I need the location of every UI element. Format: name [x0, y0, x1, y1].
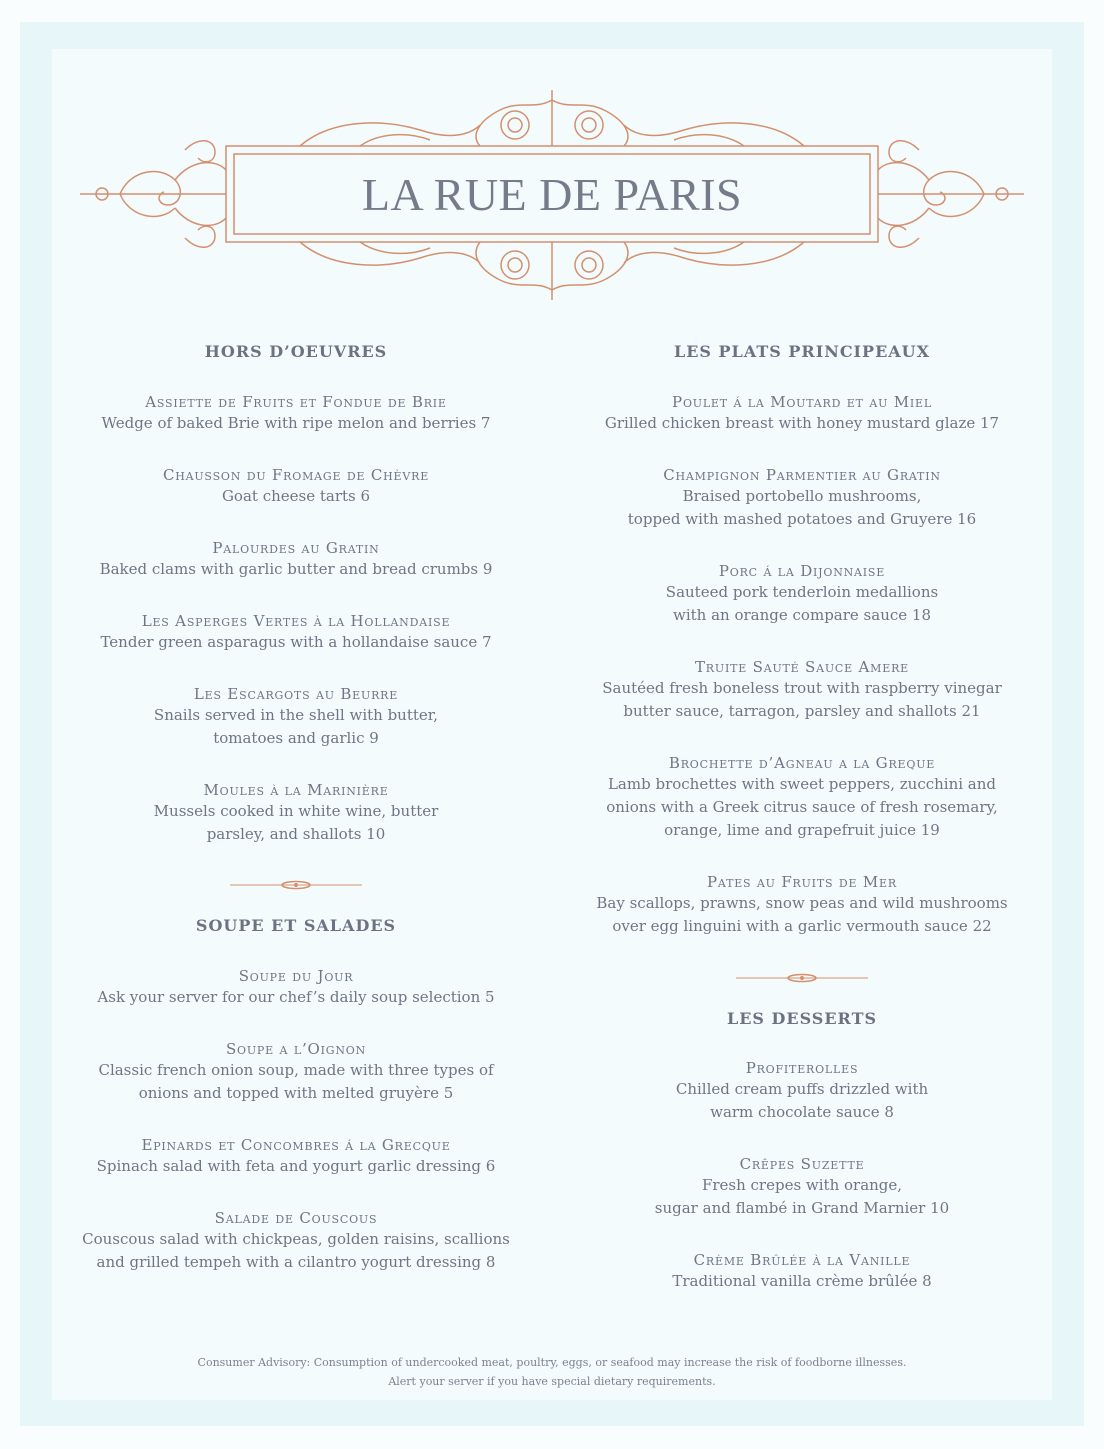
menu-item — [76, 1039, 516, 1105]
menu-item-desc: Braised portobello mushrooms, — [682, 487, 922, 505]
section-heading-hors-doeuvres: HORS D’OEUVRES — [204, 342, 388, 361]
menu-item-name: Soupe du Jour — [238, 967, 354, 985]
menu-item-desc: Lamb brochettes with sweet peppers, zucchini and — [607, 775, 997, 793]
menu-item — [582, 465, 1022, 531]
menu-item-name: Salade de Couscous — [214, 1209, 378, 1227]
menu-item-desc: Ask your server for our chef’s daily soup selection 5 — [97, 988, 495, 1006]
menu-item-name: Truite Sauté Sauce Amere — [694, 658, 909, 676]
menu-item-desc: Chilled cream puffs drizzled with — [675, 1080, 929, 1098]
menu-item — [582, 561, 1022, 627]
menu-item-desc: Snails served in the shell with butter, — [153, 706, 439, 724]
menu-item-name: Epinards et Concombres á la Grecque — [141, 1136, 451, 1154]
menu-item — [76, 780, 516, 846]
menu-item-desc: orange, lime and grapefruit juice 19 — [664, 821, 940, 839]
section-heading-soupe-et-salades: SOUPE ET SALADES — [195, 916, 397, 935]
menu-item — [582, 1154, 1022, 1220]
ornament-divider — [732, 973, 872, 983]
consumer-advisory — [52, 1353, 1052, 1391]
menu-item — [582, 1058, 1022, 1124]
menu-item-desc: over egg linguini with a garlic vermouth sauce 22 — [612, 917, 992, 935]
menu-item-desc: Sautéed fresh boneless trout with raspberry vinegar — [602, 679, 1002, 697]
menu-item-desc: onions with a Greek citrus sauce of fresh rosemary, — [606, 798, 998, 816]
menu-item-desc: with an orange compare sauce 18 — [673, 606, 931, 624]
menu-item-name: Crème Brûlée à la Vanille — [693, 1251, 911, 1269]
menu-item-desc: Wedge of baked Brie with ripe melon and berries 7 — [101, 414, 491, 432]
menu-item-name: Chausson du Fromage de Chèvre — [162, 466, 430, 484]
menu-item — [582, 1250, 1022, 1293]
menu-item — [76, 538, 516, 581]
menu-item-desc: Baked clams with garlic butter and bread crumbs 9 — [99, 560, 493, 578]
menu-item-name: Brochette d’Agneau a la Greque — [668, 754, 936, 772]
ornament-divider — [226, 880, 366, 890]
menu-item — [76, 1135, 516, 1178]
menu-item-desc: Tender green asparagus with a hollandaise sauce 7 — [100, 633, 492, 651]
menu-item-name: Profiterolles — [745, 1059, 859, 1077]
menu-item-name: Poulet á la Moutard et au Miel — [672, 393, 932, 411]
menu-item-name: Crêpes Suzette — [739, 1155, 865, 1173]
menu-item — [76, 392, 516, 435]
restaurant-title: LA RUE DE PARIS — [361, 169, 743, 220]
menu-item — [582, 392, 1022, 435]
menu-item — [582, 657, 1022, 723]
menu-item-name: Champignon Parmentier au Gratin — [663, 466, 941, 484]
menu-item-desc: parsley, and shallots 10 — [206, 825, 386, 843]
menu-item-desc: onions and topped with melted gruyère 5 — [138, 1084, 454, 1102]
menu-item-desc: topped with mashed potatoes and Gruyere 16 — [627, 510, 977, 528]
menu-item-desc: Sauteed pork tenderloin medallions — [665, 583, 939, 601]
menu-item-desc: Mussels cooked in white wine, butter — [153, 802, 439, 820]
menu-item-desc: Traditional vanilla crème brûlée 8 — [672, 1272, 932, 1290]
menu-item-desc: sugar and flambé in Grand Marnier 10 — [654, 1199, 950, 1217]
advisory-line: Consumer Advisory: Consumption of undercooked meat, poultry, eggs, or seafood may increase the risk of foodborne illnesses. — [197, 1356, 907, 1369]
menu-item-name: Porc á la Dijonnaise — [718, 562, 886, 580]
menu-item-name: Assiette de Fruits et Fondue de Brie — [145, 393, 447, 411]
menu-item — [76, 611, 516, 654]
menu-item-desc: Classic french onion soup, made with three types of — [98, 1061, 494, 1079]
menu-item — [582, 753, 1022, 842]
menu-item — [76, 465, 516, 508]
menu-item-desc: warm chocolate sauce 8 — [710, 1103, 894, 1121]
advisory-line: Alert your server if you have special dietary requirements. — [388, 1375, 716, 1388]
menu-item-desc: Fresh crepes with orange, — [701, 1176, 903, 1194]
menu-item-name: Les Escargots au Beurre — [193, 685, 399, 703]
menu-item-desc: Couscous salad with chickpeas, golden raisins, scallions — [82, 1230, 510, 1248]
menu-item-name: Les Asperges Vertes à la Hollandaise — [141, 612, 451, 630]
menu-item — [76, 966, 516, 1009]
menu-item-desc: Grilled chicken breast with honey mustard glaze 17 — [604, 414, 1000, 432]
menu-item — [582, 872, 1022, 938]
menu-item-desc: tomatoes and garlic 9 — [213, 729, 379, 747]
menu-item-desc: Bay scallops, prawns, snow peas and wild mushrooms — [596, 894, 1008, 912]
menu-item-name: Soupe a l’Oignon — [225, 1040, 367, 1058]
section-heading-les-desserts: LES DESSERTS — [726, 1009, 878, 1028]
title-ornament-frame — [0, 0, 1104, 320]
menu-item-desc: and grilled tempeh with a cilantro yogurt dressing 8 — [96, 1253, 496, 1271]
menu-item-desc: butter sauce, tarragon, parsley and shallots 21 — [623, 702, 981, 720]
menu-item-desc: Spinach salad with feta and yogurt garlic dressing 6 — [96, 1157, 496, 1175]
section-heading-plats-principeaux: LES PLATS PRINCIPEAUX — [673, 342, 931, 361]
menu-item — [76, 684, 516, 750]
menu-item-name: Moules à la Marinière — [203, 781, 389, 799]
menu-item-name: Palourdes au Gratin — [212, 539, 380, 557]
menu-item-desc: Goat cheese tarts 6 — [221, 487, 371, 505]
menu-item — [76, 1208, 516, 1274]
menu-item-name: Pates au Fruits de Mer — [707, 873, 897, 891]
